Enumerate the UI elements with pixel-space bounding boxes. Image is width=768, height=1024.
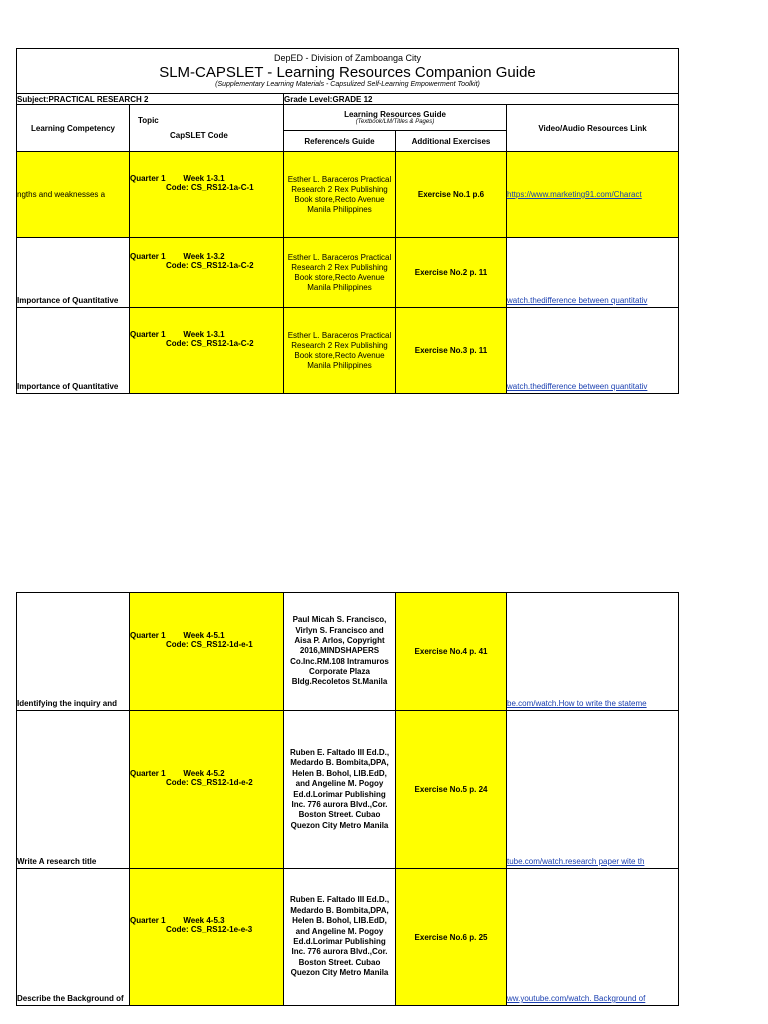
competency-cell: ngths and weaknesses a (17, 152, 130, 238)
reference-cell: Paul Micah S. Francisco, Virlyn S. Francisco and Aisa P. Arlos, Copyright 2016,MINDSHAPERS Co.Inc.RM.108 Intramuros Corporate Plaza Bldg.Recoletos St.Manila (284, 593, 396, 711)
exercise-cell: Exercise No.2 p. 11 (396, 238, 507, 308)
col-resources-guide (284, 105, 507, 131)
reference-cell: Esther L. Baraceros Practical Research 2 Rex Publishing Book store,Recto Avenue Manila Philippines (284, 152, 396, 238)
competency-cell: Describe the Background of (17, 869, 130, 1006)
col-topic: Topic (138, 116, 159, 125)
capslet-code-cell (130, 152, 284, 238)
exercise-cell: Exercise No.4 p. 41 (396, 593, 507, 711)
table-row (17, 869, 679, 1006)
reference-cell: Esther L. Baraceros Practical Research 2 Rex Publishing Book store,Recto Avenue Manila Philippines (284, 308, 396, 394)
competency-cell: Importance of Quantitative (17, 238, 130, 308)
code-text: Code: CS_RS12-1a-C-1 (166, 182, 254, 192)
quarter-week: Quarter 1 Week 1-3.1 (130, 173, 225, 183)
code-text: Code: CS_RS12-1a-C-2 (166, 260, 254, 270)
col-video: Video/Audio Resources Link (507, 105, 679, 152)
capslet-code-cell (130, 238, 284, 308)
reference-cell: Ruben E. Faltado III Ed.D., Medardo B. Bombita,DPA, Helen B. Bohol, LIB.EdD, and Angeline M. Pogoy Ed.d.Lorimar Publishing Inc. 776 aurora Blvd.,Cor. Boston Street. Cubao Quezon City Metro Manila (284, 711, 396, 869)
resource-link[interactable]: https://www.marketing91.com/Charact (507, 152, 679, 238)
quarter-week: Quarter 1 Week 4-5.2 (130, 768, 225, 778)
resource-link[interactable]: tube.com/watch.research paper wite th (507, 711, 679, 869)
capslet-code-cell (130, 308, 284, 394)
competency-cell: Write A research title (17, 711, 130, 869)
capslet-code-cell (130, 711, 284, 869)
col-capslet-code: CapSLET Code (170, 131, 228, 140)
table-row (17, 152, 679, 238)
companion-guide-table-continued (16, 592, 679, 1006)
col-reference: Reference/s Guide (284, 131, 396, 152)
capslet-code-cell (130, 593, 284, 711)
code-text: Code: CS_RS12-1e-e-3 (166, 925, 253, 934)
competency-cell: Identifying the inquiry and (17, 593, 130, 711)
subject-label: Subject:PRACTICAL RESEARCH 2 (17, 94, 284, 105)
title-block (17, 49, 679, 94)
reference-cell: Ruben E. Faltado III Ed.D., Medardo B. Bombita,DPA, Helen B. Bohol, LIB.EdD, and Angeline M. Pogoy Ed.d.Lorimar Publishing Inc. 776 aurora Blvd.,Cor. Boston Street. Cubao Quezon City Metro Manila (284, 869, 396, 1006)
quarter-week: Quarter 1 Week 4-5.1 (130, 630, 225, 640)
capslet-code-cell (130, 869, 284, 1006)
table-row (17, 711, 679, 869)
table-row (17, 238, 679, 308)
exercise-cell: Exercise No.5 p. 24 (396, 711, 507, 869)
page-title: SLM-CAPSLET - Learning Resources Companion Guide (159, 63, 536, 81)
quarter-week: Quarter 1 Week 4-5.3 (130, 916, 225, 925)
reference-cell: Esther L. Baraceros Practical Research 2 Rex Publishing Book store,Recto Avenue Manila Philippines (284, 238, 396, 308)
resource-link[interactable]: ww.youtube.com/watch. Background of (507, 869, 679, 1006)
quarter-week: Quarter 1 Week 1-3.1 (130, 329, 225, 339)
org-name: DepED - Division of Zamboanga City (273, 53, 422, 64)
col-resources-guide-sub: (Textbook/LM/Titles & Pages) (355, 119, 435, 125)
table-row (17, 593, 679, 711)
page-subtitle: (Supplementary Learning Materials - Capsulized Self-Learning Empowerment Toolkit) (215, 80, 480, 88)
quarter-week: Quarter 1 Week 1-3.2 (130, 251, 225, 261)
col-resources-guide-title: Learning Resources Guide (344, 110, 446, 119)
exercise-cell: Exercise No.6 p. 25 (396, 869, 507, 1006)
col-competency: Learning Competency (17, 105, 130, 152)
code-text: Code: CS_RS12-1d-e-1 (166, 639, 253, 649)
exercise-cell: Exercise No.1 p.6 (396, 152, 507, 238)
resource-link[interactable]: watch.thedifference between quantitativ (507, 238, 679, 308)
col-additional: Additional Exercises (396, 131, 507, 152)
companion-guide-table (16, 48, 679, 394)
code-text: Code: CS_RS12-1a-C-2 (166, 338, 254, 348)
resource-link[interactable]: be.com/watch.How to write the stateme (507, 593, 679, 711)
col-topic-code (130, 105, 284, 152)
grade-label: Grade Level:GRADE 12 (284, 94, 679, 105)
competency-cell: Importance of Quantitative (17, 308, 130, 394)
resource-link[interactable]: watch.thedifference between quantitativ (507, 308, 679, 394)
code-text: Code: CS_RS12-1d-e-2 (166, 777, 253, 787)
table-row (17, 308, 679, 394)
exercise-cell: Exercise No.3 p. 11 (396, 308, 507, 394)
